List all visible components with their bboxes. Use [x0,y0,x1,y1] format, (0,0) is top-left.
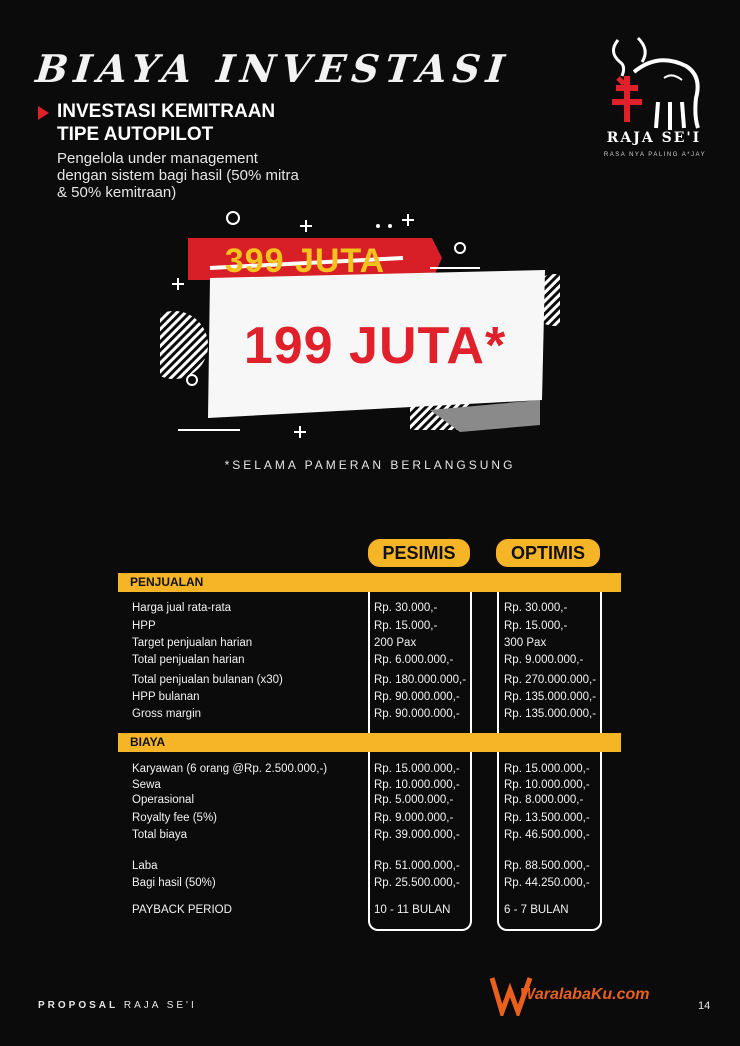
row-label: Total penjualan bulanan (x30) [132,674,283,686]
row-label: PAYBACK PERIOD [132,904,232,916]
table-row [0,761,740,777]
table-row [0,902,740,918]
table-row [0,635,740,651]
old-price: 399 JUTA [224,242,386,280]
row-value-optimis: Rp. 15.000,- [504,620,568,632]
row-value-pesimis: Rp. 5.000.000,- [374,794,454,806]
row-label: Sewa [132,779,161,791]
row-value-optimis: Rp. 10.000.000,- [504,779,590,791]
footer-proposal-bold: PROPOSAL [38,1000,119,1011]
description: Pengelola under management dengan sistem bagi hasil (50% mitra & 50% kemitraan) [57,150,299,201]
row-value-optimis: Rp. 135.000.000,- [504,708,597,720]
row-label: Bagi hasil (50%) [132,877,216,889]
new-price: 199 JUTA* [243,317,507,375]
section-header-biaya: BIAYA [118,733,621,752]
table-row [0,810,740,826]
table-row [0,689,740,705]
table-row [0,600,740,616]
row-value-pesimis: Rp. 25.500.000,- [374,877,460,889]
row-value-pesimis: Rp. 10.000.000,- [374,779,460,791]
logo-name: RAJA SE'I [606,130,702,146]
row-value-pesimis: Rp. 51.000.000,- [374,860,460,872]
watermark-text: WaralabaKu.com [520,986,650,1003]
row-value-optimis: Rp. 9.000.000,- [504,654,584,666]
row-value-pesimis: Rp. 90.000.000,- [374,708,460,720]
footer-proposal [38,1000,197,1011]
column-header-pesimis: PESIMIS [368,539,470,567]
row-label: Harga jual rata-rata [132,602,232,614]
table-row [0,792,740,808]
footer-proposal-name: RAJA SE'I [123,1000,197,1011]
row-label: Target penjualan harian [132,637,253,649]
row-value-pesimis: Rp. 6.000.000,- [374,654,454,666]
row-label: Total biaya [132,829,187,841]
page-number: 14 [698,1000,711,1012]
page-title: BIAYA INVESTASI [33,46,513,91]
sub-heading [57,100,275,146]
table-row [0,618,740,634]
row-value-optimis: Rp. 13.500.000,- [504,812,590,824]
price-note: *SELAMA PAMERAN BERLANGSUNG [224,458,516,472]
table-row [0,875,740,891]
row-value-optimis: Rp. 46.500.000,- [504,829,590,841]
row-value-optimis: Rp. 270.000.000,- [504,674,597,686]
row-value-optimis: Rp. 135.000.000,- [504,691,597,703]
table-row [0,672,740,688]
row-label: Royalty fee (5%) [132,812,218,824]
table-row [0,827,740,843]
play-arrow-icon [38,106,49,120]
row-value-optimis: Rp. 30.000,- [504,602,568,614]
row-value-pesimis: Rp. 15.000,- [374,620,438,632]
row-value-pesimis: Rp. 39.000.000,- [374,829,460,841]
row-label: HPP bulanan [132,691,200,703]
table-row [0,858,740,874]
row-value-pesimis: Rp. 15.000.000,- [374,763,460,775]
row-label: Total penjualan harian [132,654,245,666]
sub-heading-line1: INVESTASI KEMITRAAN [57,101,276,122]
row-label: Karyawan (6 orang @Rp. 2.500.000,-) [132,763,328,775]
row-value-pesimis: 200 Pax [374,637,417,649]
row-value-optimis: Rp. 44.250.000,- [504,877,590,889]
table-row [0,706,740,722]
row-value-pesimis: Rp. 90.000.000,- [374,691,460,703]
row-value-pesimis: Rp. 9.000.000,- [374,812,454,824]
sub-heading-line2: TIPE AUTOPILOT [57,124,214,145]
table-row [0,652,740,668]
row-value-optimis: 6 - 7 BULAN [504,904,569,916]
row-value-optimis: Rp. 88.500.000,- [504,860,590,872]
row-value-optimis: 300 Pax [504,637,547,649]
row-value-pesimis: Rp. 180.000.000,- [374,674,467,686]
row-value-pesimis: 10 - 11 BULAN [374,904,451,916]
column-header-optimis: OPTIMIS [496,539,600,567]
row-label: Operasional [132,794,195,806]
row-value-optimis: Rp. 8.000.000,- [504,794,584,806]
section-header-penjualan: PENJUALAN [118,573,621,592]
logo-tagline: RASA NYA PALING A*JAY [603,152,707,158]
row-label: HPP [132,620,156,632]
table-row [0,777,740,793]
row-value-optimis: Rp. 15.000.000,- [504,763,590,775]
row-value-pesimis: Rp. 30.000,- [374,602,438,614]
row-label: Laba [132,860,158,872]
row-label: Gross margin [132,708,202,720]
